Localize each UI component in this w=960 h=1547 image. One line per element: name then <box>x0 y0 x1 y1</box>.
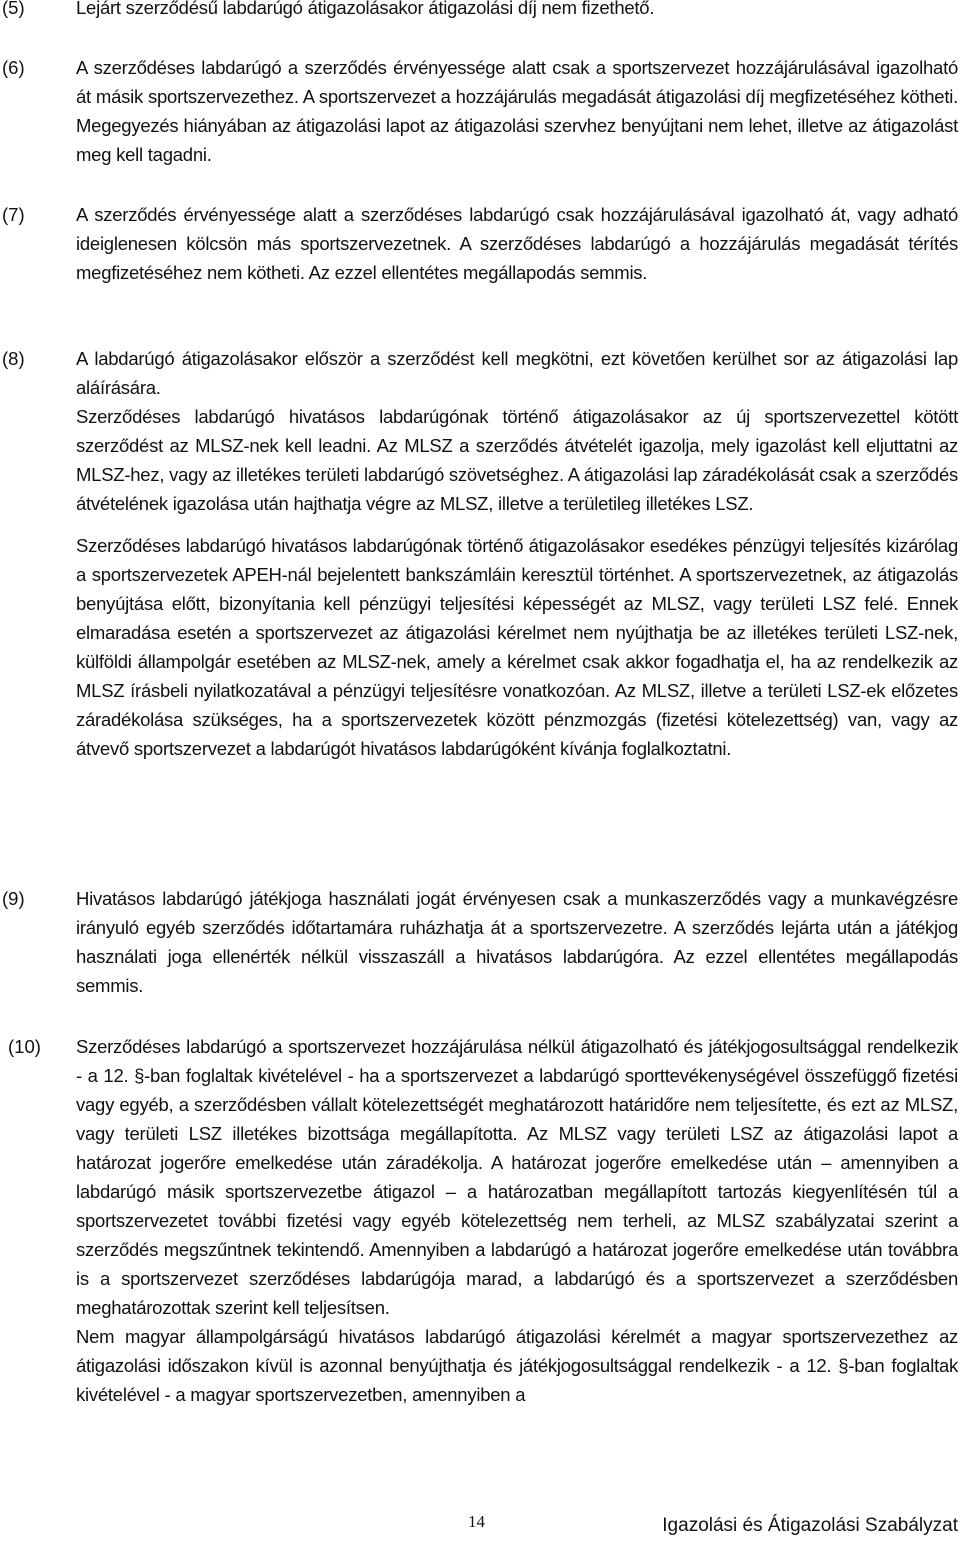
section-number: (10) <box>8 1036 41 1057</box>
paragraph: Szerződéses labdarúgó hivatásos labdarúgónak történő átigazolásakor esedékes pénzügyi teljesítés kizárólag a sportszervezetek APEH-nál bejelentett bankszámláin keresztül történhet. A sportszervezetnek, az átigazolás benyújtása előtt, bizonyítania kell pénzügyi teljesítési képességét az MLSZ, vagy területi LSZ felé. Ennek elmaradása esetén a sportszervezet az átigazolási kérelmet nem nyújthatja be az illetékes területi LSZ-nek, külföldi állampolgár esetében az MLSZ-nek, amely a kérelmet csak akkor fogadhatja el, ha az rendelkezik az MLSZ írásbeli nyilatkozatával a pénzügyi teljesítésre vonatkozóan. Az MLSZ, illetve a területi LSZ-ek előzetes záradékolása szükséges, ha a sportszervezetek között pénzmozgás (fizetési kötelezettség) van, vagy az átvevő sportszervezet a labdarúgót hivatásos labdarúgóként kívánja foglalkoztatni. <box>76 535 958 759</box>
section-number: (7) <box>2 204 25 225</box>
section-9 <box>0 884 958 1000</box>
section-10 <box>0 1032 958 1409</box>
section-6 <box>0 53 958 169</box>
paragraph: A labdarúgó átigazolásakor először a szerződést kell megkötni, ezt követően kerülhet sor az átigazolási lap aláírására. <box>76 348 958 398</box>
section-body <box>76 344 958 763</box>
section-body <box>76 200 958 287</box>
section-number: (8) <box>2 348 25 369</box>
section-8 <box>0 344 958 763</box>
section-body <box>76 0 958 22</box>
section-number: (9) <box>2 888 25 909</box>
section-number: (5) <box>2 0 25 18</box>
paragraph: Szerződéses labdarúgó hivatásos labdarúgónak történő átigazolásakor az új sportszervezettel kötött szerződést az MLSZ-nek kell leadni. Az MLSZ a szerződés átvételét igazolja, mely igazolást kell eljuttatni az MLSZ-hez, vagy az illetékes területi labdarúgó szövetséghez. A átigazolási lap záradékolását csak a szerződés átvételének igazolása után hajthatja végre az MLSZ, illetve a területileg illetékes LSZ. <box>76 406 958 514</box>
section-5 <box>0 0 958 22</box>
paragraph: Lejárt szerződésű labdarúgó átigazolásakor átigazolási díj nem fizethető. <box>76 0 655 18</box>
section-number: (6) <box>2 57 25 78</box>
paragraph: Szerződéses labdarúgó a sportszervezet hozzájárulása nélkül átigazolható és játékjogosultsággal rendelkezik - a 12. §-ban foglaltak kivételével - ha a sportszervezet a labdarúgó sporttevékenységével összefüggő fizetési vagy egyéb, a szerződésben vállalt kötelezettségét meghatározott határidőre nem teljesítette, és ezt az MLSZ, vagy területi LSZ illetékes bizottsága megállapította. Az MLSZ vagy területi LSZ az átigazolási lapot a határozat jogerőre emelkedése után záradékolja. A határozat jogerőre emelkedése után – amennyiben a labdarúgó másik sportszervezetbe átigazol – a határozatban megállapított tartozás kiegyenlítésén túl a sportszervezetet további fizetési vagy egyéb kötelezettség nem terheli, az MLSZ szabályzatai szerint a szerződés megszűntnek tekintendő. Amennyiben a labdarúgó a határozat jogerőre emelkedése után továbbra is a sportszervezet szerződéses labdarúgója marad, a labdarúgó és a sportszervezet a szerződésben meghatározottak szerint kell teljesítsen. <box>76 1036 958 1318</box>
paragraph: Hivatásos labdarúgó játékjoga használati jogát érvényesen csak a munkaszerződés vagy a munkavégzésre irányuló egyéb szerződés időtartamára ruházhatja át a sportszervezetre. A szerződés lejárta után a játékjog használati joga ellenérték nélkül visszaszáll a hivatásos labdarúgóra. Az ezzel ellentétes megállapodás semmis. <box>76 888 958 996</box>
paragraph: A szerződéses labdarúgó a szerződés érvényessége alatt csak a sportszervezet hozzájárulásával igazolható át másik sportszervezethez. A sportszervezet a hozzájárulás megadását átigazolási díj megfizetéséhez kötheti. Megegyezés hiányában az átigazolási lapot az átigazolási szervhez benyújtani nem lehet, illetve az átigazolást meg kell tagadni. <box>76 57 958 165</box>
paragraph: A szerződés érvényessége alatt a szerződéses labdarúgó csak hozzájárulásával igazolható át, vagy adható ideiglenesen kölcsön más sportszervezetnek. A szerződéses labdarúgó a hozzájárulás megadását térítés megfizetéséhez nem kötheti. Az ezzel ellentétes megállapodás semmis. <box>76 204 958 283</box>
section-7 <box>0 200 958 287</box>
section-body <box>76 1032 958 1409</box>
page-number: 14 <box>468 1512 485 1531</box>
paragraph: Nem magyar állampolgárságú hivatásos labdarúgó átigazolási kérelmét a magyar sportszervezethez az átigazolási időszakon kívül is azonnal benyújthatja és játékjogosultsággal rendelkezik - a 12. §-ban foglaltak kivételével - a magyar sportszervezetben, amennyiben a <box>76 1326 958 1405</box>
section-body <box>76 53 958 169</box>
section-body <box>76 884 958 1000</box>
footer-document-title: Igazolási és Átigazolási Szabályzat <box>662 1515 958 1536</box>
